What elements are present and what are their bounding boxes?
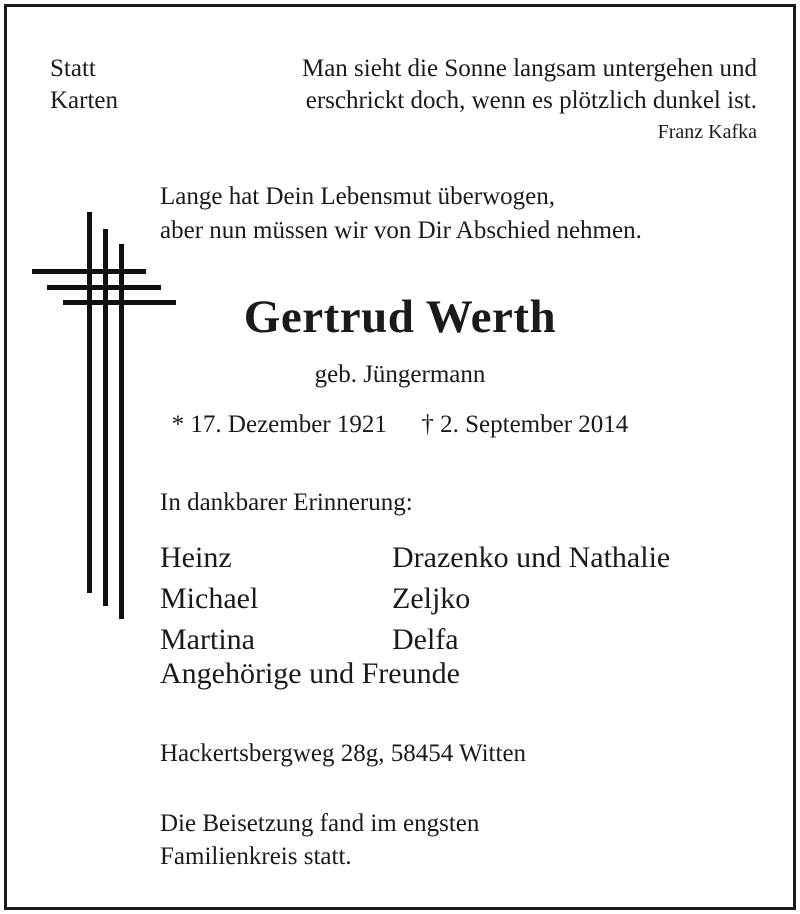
- deceased-name: Gertrud Werth: [243, 291, 557, 343]
- obituary-card: [4, 4, 796, 910]
- statt-karten: [50, 53, 118, 117]
- family-member: Delfa: [392, 623, 459, 656]
- address: Hackertsbergweg 28g, 58454 Witten: [160, 740, 527, 767]
- statt-line-1: Statt: [50, 55, 96, 82]
- family-row: [160, 619, 670, 660]
- family-member: Drazenko und Nathalie: [392, 541, 671, 574]
- memory-heading: In dankbarer Erinnerung:: [160, 489, 413, 516]
- birth-name: geb. Jüngermann: [314, 361, 486, 388]
- family-row: [160, 537, 670, 578]
- burial-note: [160, 807, 479, 873]
- relatives-and-friends: Angehörige und Freunde: [160, 657, 460, 690]
- death-date: † 2. September 2014: [421, 411, 629, 438]
- intro-line-2: aber nun müssen wir von Dir Abschied nehmen.: [160, 217, 642, 244]
- statt-line-2: Karten: [50, 87, 119, 114]
- family-member: Zeljko: [392, 582, 471, 615]
- quote: [302, 53, 757, 117]
- birth-date: * 17. Dezember 1921: [171, 411, 387, 438]
- family-member: Michael: [160, 582, 259, 615]
- family-member: Heinz: [160, 541, 232, 574]
- burial-line-1: Die Beisetzung fand im engsten: [160, 810, 480, 837]
- intro-text: [160, 180, 642, 248]
- quote-line-1: Man sieht die Sonne langsam untergehen und: [301, 55, 757, 82]
- quote-line-2: erschrickt doch, wenn es plötzlich dunkel ist.: [305, 87, 757, 114]
- family-row: [160, 578, 670, 619]
- quote-author: Franz Kafka: [657, 121, 757, 143]
- family-member: Martina: [160, 623, 255, 656]
- intro-line-1: Lange hat Dein Lebensmut überwogen,: [160, 183, 556, 210]
- life-dates: [7, 411, 793, 439]
- family-list: [160, 537, 670, 660]
- burial-line-2: Familienkreis statt.: [160, 843, 352, 870]
